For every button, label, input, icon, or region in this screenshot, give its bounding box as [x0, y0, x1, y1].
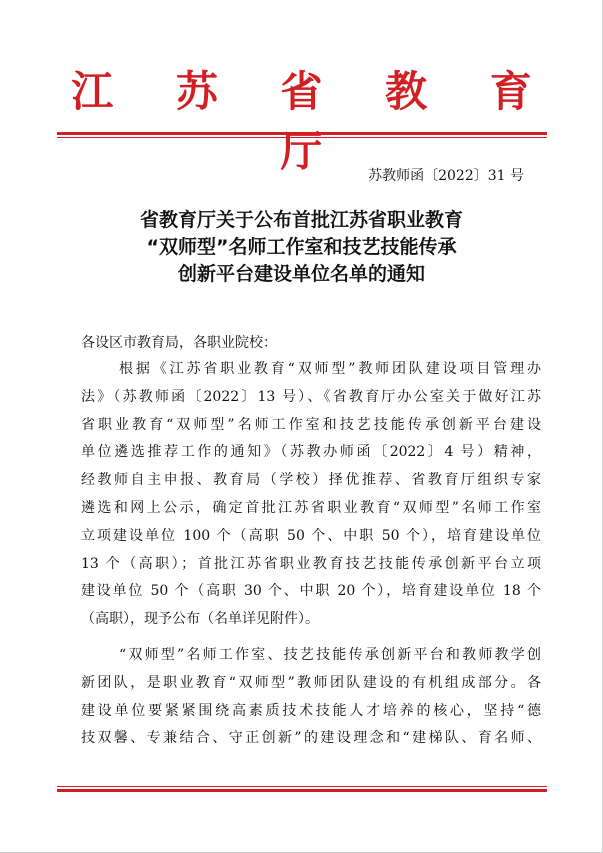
body-line: 新团队，是职业教育“双师型”教师团队建设的有机组成部分。各 [81, 674, 541, 691]
body-line: 遴选和网上公示，确定首批江苏省职业教育“双师型”名师工作室 [81, 499, 541, 516]
body-line: （高职），现予公布（名单详见附件）。 [81, 611, 319, 628]
body-line: 根据《江苏省职业教育“双师型”教师团队建设项目管理办 [119, 361, 541, 377]
body-line: 技双馨、专兼结合、守正创新”的建设理念和“建梯队、育名师、 [81, 730, 541, 747]
document-number: 苏教师函〔2022〕31 号 [368, 168, 524, 184]
body-line: 法》（苏教师函〔2022〕13 号）、《省教育厅办公室关于做好江苏 [81, 388, 541, 405]
title-line: “双师型”名师工作室和技艺技能传承 [146, 236, 457, 258]
body-line: 建设单位 50 个（高职 30 个、中职 20 个），培育建设单位 18 个 [81, 583, 541, 600]
body-line: 经教师自主申报、教育局（学校）择优推荐、省教育厅组织专家 [81, 472, 541, 489]
body-line: 立项建设单位 100 个（高职 50 个、中职 50 个），培育建设单位 [81, 527, 541, 544]
body-line: 单位遴选推荐工作的通知》（苏教办师函〔2022〕4 号）精神， [81, 444, 541, 461]
footer-red-rule [57, 786, 547, 792]
body-line: “双师型”名师工作室、技艺技能传承创新平台和教师教学创 [119, 646, 541, 663]
addressee: 各设区市教育局，各职业院校： [81, 335, 277, 351]
document-body [81, 356, 541, 753]
org-masthead: 江 苏 省 教 育 厅 [71, 67, 556, 176]
title-line: 创新平台建设单位名单的通知 [177, 263, 425, 285]
title-line: 省教育厅关于公布首批江苏省职业教育 [139, 209, 463, 231]
masthead-red-rule [57, 132, 547, 138]
document-title [60, 207, 543, 288]
paragraph-gap [81, 634, 541, 642]
body-line: 13 个（高职）；首批江苏省职业教育技艺技能传承创新平台立项 [81, 555, 541, 572]
body-line: 建设单位要紧紧围绕高素质技术技能人才培养的核心，坚持“德 [81, 702, 541, 719]
body-line: 省职业教育“双师型”名师工作室和技艺技能传承创新平台建设 [81, 416, 541, 433]
